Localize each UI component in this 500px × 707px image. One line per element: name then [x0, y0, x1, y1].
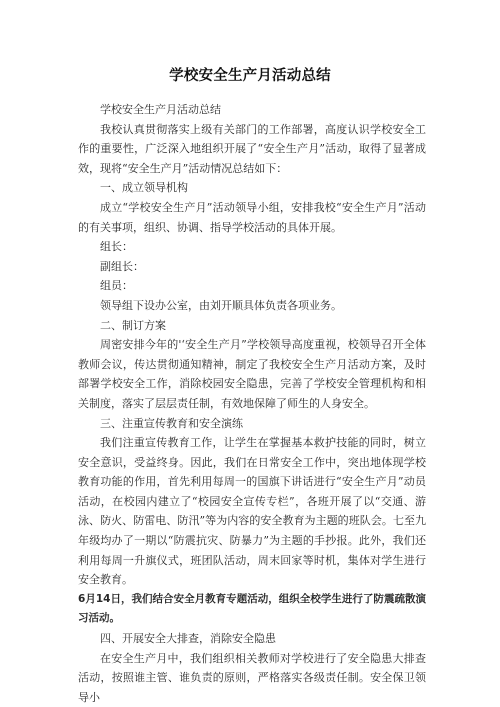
section-heading-4: 四、开展安全大排查，消除安全隐患: [100, 632, 276, 646]
section-2-paragraph: 周密安排今年的'‘安全生产月”学校领导高度重视，校领导召开全体教师会议，传达贯彻通知精神，制定了我校安全生产月活动方案，及时部署学校安全工作，消除校园安全隐患，完善了学校安全管理机构和相关制度，落实了层层责任制，有效地保障了师生的人身安全。: [78, 338, 426, 410]
document-title: 学校安全生产月活动总结: [169, 68, 331, 84]
office-paragraph: 领导组下设办公室，由刘开顺具体负责各项业务。: [100, 298, 342, 312]
leader-line: 组长：: [100, 240, 133, 254]
member-line: 组员：: [100, 279, 133, 293]
section-3-paragraph: 我们注重宣传教育工作，让学生在掌握基本救护技能的同时，树立安全意识，受益终身。因此，我们在日常安全工作中，突出地体现学校教育功能的作用，首先利用每周一的国旗下讲话进行“安全生产月”动员活动，在校园内建立了“校园安全宣传专栏”，各班开展了以“交通、游泳、防火、防雷电、防汛”等为内容的安全教育为主题的班队会。七至九年级均办了一期以“防震抗灾、防暴力”为主题的手抄报。此外，我们还利用每周一升旗仪式，班团队活动，周末回家等时机，集体对学生进行安全教育。: [78, 436, 426, 587]
intro-paragraph: 我校认真贯彻落实上级有关部门的工作部署，高度认识学校安全工作的重要性，广泛深入地组织开展了“安全生产月”活动，取得了显著成效，现将“安全生产月”活动情况总结如下：: [78, 122, 426, 175]
drill-paragraph: 6月14日，我们结合安全月教育专题活动，组织全校学生进行了防震疏散演习活动。: [78, 592, 426, 625]
section-heading-3: 三、注重宣传教育和安全演练: [100, 416, 243, 430]
document-body: [78, 100, 426, 707]
section-heading-1: 一、成立领导机构: [100, 181, 188, 195]
section-4-paragraph: 在安全生产月中，我们组织相关教师对学校进行了安全隐患大排查活动，按照谁主管、谁负责的原则，严格落实各级责任制。安全保卫领导小: [78, 651, 426, 704]
deputy-leader-line: 副组长：: [100, 259, 144, 273]
subtitle-paragraph: 学校安全生产月活动总结: [100, 103, 221, 116]
section-1-paragraph: 成立“学校安全生产月”活动领导小组，安排我校“安全生产月”活动的有关事项，组织、协调、指导学校活动的具体开展。: [78, 200, 426, 234]
section-heading-2: 二、制订方案: [100, 318, 166, 332]
